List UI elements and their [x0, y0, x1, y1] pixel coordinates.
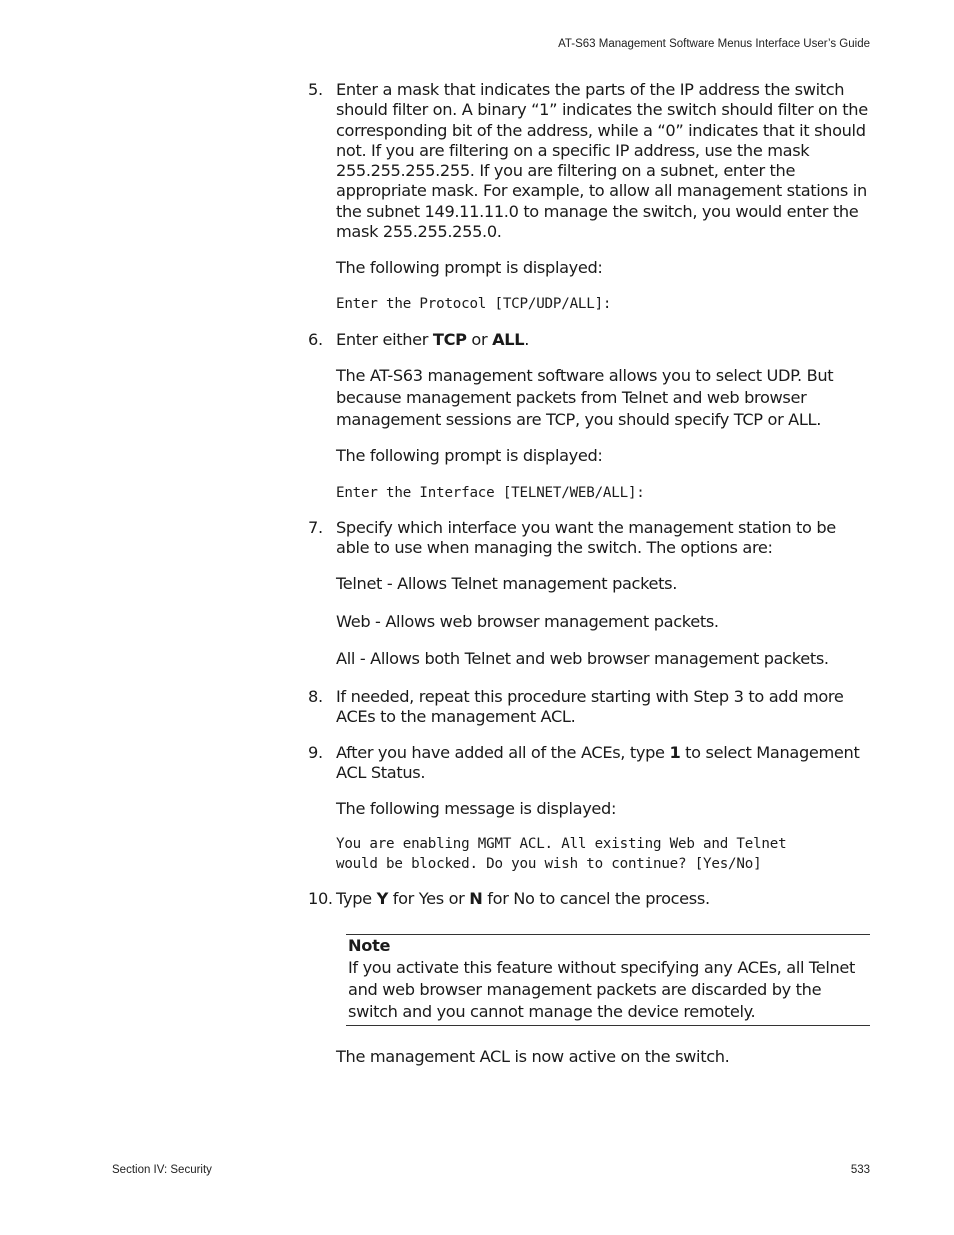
note-title: Note — [348, 936, 391, 955]
message-line-2: would be blocked. Do you wish to continue? [Yes/No] — [336, 856, 762, 872]
step-number: 5. — [308, 80, 323, 99]
step-number: 10. — [308, 889, 333, 908]
step-number: 6. — [308, 330, 323, 349]
prompt-code: Enter the Protocol [TCP/UDP/ALL]: — [336, 296, 612, 312]
running-header: AT-S63 Management Software Menus Interface User’s Guide — [558, 38, 870, 50]
footer-section: Section IV: Security — [112, 1164, 212, 1176]
step-text: Specify which interface you want the management station to be able to use when managing the switch. The options are: — [336, 518, 836, 558]
step-text: After you have added all of the ACEs, type 1 to select Management ACL Status. — [336, 743, 860, 783]
step-number: 7. — [308, 518, 323, 537]
message-line-1: You are enabling MGMT ACL. All existing Web and Telnet — [336, 836, 787, 852]
option-web: Web - Allows web browser management packets. — [336, 612, 719, 631]
note-box — [346, 934, 870, 1026]
step-text: Enter a mask that indicates the parts of the IP address the switch should filter on. A binary “1” indicates the switch should filter on the corresponding bit of the address, while a “0” indicates that it should not. If you are filtering on a specific IP address, use the mask 255.255.255.255. If you are filtering on a subnet, enter the appropriate mask. For example, to allow all management stations in the subnet 149.11.11.0 to manage the switch, you would enter the mask 255.255.255.0. — [336, 80, 868, 242]
closing-paragraph: The management ACL is now active on the switch. — [336, 1047, 730, 1066]
message-intro: The following message is displayed: — [336, 799, 617, 818]
page-number: 533 — [850, 1164, 870, 1176]
option-all: All - Allows both Telnet and web browser management packets. — [336, 649, 829, 668]
step-number: 9. — [308, 743, 323, 762]
step-number: 8. — [308, 687, 323, 706]
step-text: If needed, repeat this procedure starting with Step 3 to add more ACEs to the management ACL. — [336, 687, 844, 727]
note-body: If you activate this feature without specifying any ACEs, all Telnet and web browser management packets are discarded by the switch and you cannot manage the device remotely. — [348, 958, 855, 1021]
option-all: ALL — [492, 330, 525, 349]
step-text: Type Y for Yes or N for No to cancel the process. — [336, 889, 710, 908]
prompt-code: Enter the Interface [TELNET/WEB/ALL]: — [336, 485, 645, 501]
step-text: Enter either TCP or ALL. — [336, 330, 529, 349]
option-telnet: Telnet - Allows Telnet management packets. — [336, 574, 678, 593]
option-tcp: TCP — [432, 330, 467, 349]
prompt-intro: The following prompt is displayed: — [336, 258, 603, 277]
key-1: 1 — [669, 743, 681, 762]
key-n: N — [469, 889, 483, 908]
explanation-paragraph: The AT-S63 management software allows you to select UDP. But because management packets from Telnet and web browser management sessions are TCP, you should specify TCP or ALL. — [336, 366, 834, 429]
prompt-intro: The following prompt is displayed: — [336, 446, 603, 465]
key-y: Y — [376, 889, 388, 908]
